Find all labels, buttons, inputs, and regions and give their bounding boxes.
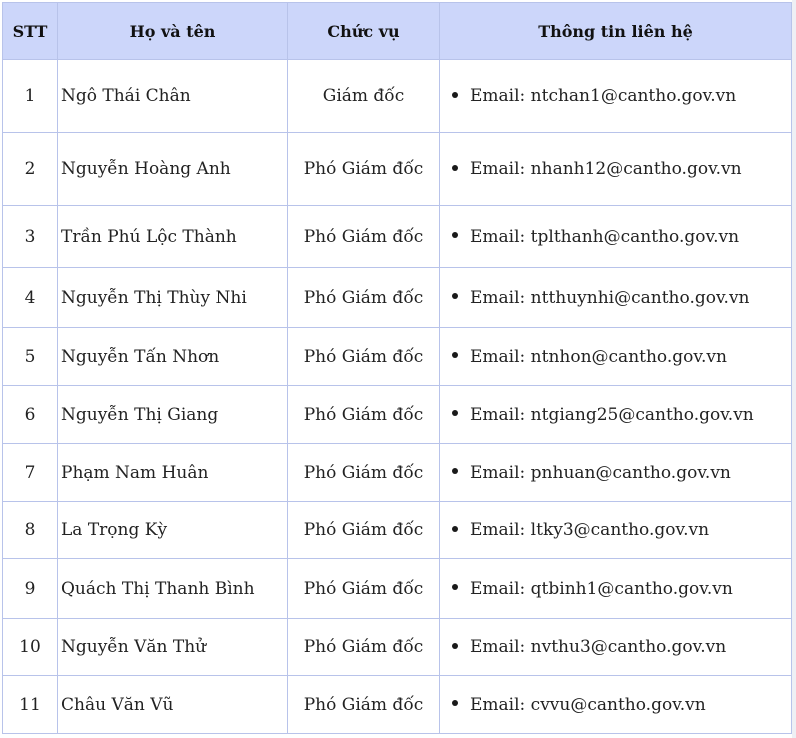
table-body — [3, 60, 792, 734]
contact-email[interactable]: Email: nhanh12@cantho.gov.vn — [470, 159, 742, 179]
cell-stt: 4 — [3, 268, 58, 328]
cell-contact — [440, 444, 792, 502]
table-row — [3, 268, 792, 328]
cell-stt: 7 — [3, 444, 58, 502]
table-header — [3, 3, 792, 60]
cell-name: Nguyễn Thị Thùy Nhi — [58, 268, 288, 328]
cell-stt: 5 — [3, 328, 58, 386]
cell-contact — [440, 268, 792, 328]
cell-contact — [440, 133, 792, 206]
bullet-icon — [452, 165, 458, 171]
cell-contact — [440, 206, 792, 268]
cell-stt: 11 — [3, 676, 58, 734]
bullet-icon — [452, 232, 458, 238]
contact-email[interactable]: Email: ltky3@cantho.gov.vn — [470, 520, 710, 540]
table-row — [3, 619, 792, 676]
bullet-icon — [452, 584, 458, 590]
cell-contact — [440, 559, 792, 619]
bullet-icon — [452, 352, 458, 358]
cell-stt: 3 — [3, 206, 58, 268]
header-stt: STT — [3, 3, 58, 60]
cell-stt: 2 — [3, 133, 58, 206]
leadership-table — [2, 2, 792, 734]
cell-role: Phó Giám đốc — [288, 386, 440, 444]
table-row — [3, 328, 792, 386]
table-row — [3, 386, 792, 444]
contact-email[interactable]: Email: ntnhon@cantho.gov.vn — [470, 346, 727, 367]
table-row — [3, 676, 792, 734]
bullet-icon — [452, 526, 458, 532]
bullet-icon — [452, 92, 458, 98]
cell-role: Phó Giám đốc — [288, 328, 440, 386]
cell-role: Phó Giám đốc — [288, 206, 440, 268]
table-row — [3, 133, 792, 206]
cell-role: Phó Giám đốc — [288, 559, 440, 619]
cell-role: Phó Giám đốc — [288, 619, 440, 676]
contact-email[interactable]: Email: qtbinh1@cantho.gov.vn — [470, 578, 733, 599]
header-contact: Thông tin liên hệ — [440, 3, 792, 60]
bullet-icon — [452, 410, 458, 416]
cell-stt: 9 — [3, 559, 58, 619]
table-row — [3, 444, 792, 502]
bullet-icon — [452, 700, 458, 706]
table-row — [3, 559, 792, 619]
cell-role: Phó Giám đốc — [288, 268, 440, 328]
header-row — [3, 3, 792, 60]
cell-contact — [440, 386, 792, 444]
cell-name: Quách Thị Thanh Bình — [58, 559, 288, 619]
cell-role: Phó Giám đốc — [288, 502, 440, 559]
table-row — [3, 206, 792, 268]
cell-stt: 1 — [3, 60, 58, 133]
header-role: Chức vụ — [288, 3, 440, 60]
cell-contact — [440, 619, 792, 676]
bullet-icon — [452, 293, 458, 299]
contact-email[interactable]: Email: pnhuan@cantho.gov.vn — [470, 462, 731, 483]
contact-email[interactable]: Email: ntchan1@cantho.gov.vn — [470, 86, 737, 106]
cell-stt: 10 — [3, 619, 58, 676]
cell-role: Phó Giám đốc — [288, 676, 440, 734]
bullet-icon — [452, 643, 458, 649]
contact-email[interactable]: Email: cvvu@cantho.gov.vn — [470, 694, 706, 715]
cell-contact — [440, 60, 792, 133]
cell-stt: 6 — [3, 386, 58, 444]
cell-name: Phạm Nam Huân — [58, 444, 288, 502]
cell-contact — [440, 328, 792, 386]
header-name: Họ và tên — [58, 3, 288, 60]
cell-name: Nguyễn Tấn Nhơn — [58, 328, 288, 386]
contact-email[interactable]: Email: ntgiang25@cantho.gov.vn — [470, 404, 754, 425]
cell-name: Ngô Thái Chân — [58, 60, 288, 133]
table-row — [3, 60, 792, 133]
scrollbar-track[interactable] — [792, 0, 796, 738]
cell-role: Phó Giám đốc — [288, 133, 440, 206]
table-row — [3, 502, 792, 559]
contact-email[interactable]: Email: nvthu3@cantho.gov.vn — [470, 637, 727, 657]
cell-role: Giám đốc — [288, 60, 440, 133]
cell-stt: 8 — [3, 502, 58, 559]
cell-role: Phó Giám đốc — [288, 444, 440, 502]
cell-contact — [440, 676, 792, 734]
cell-contact — [440, 502, 792, 559]
cell-name: Nguyễn Văn Thử — [58, 619, 288, 676]
bullet-icon — [452, 468, 458, 474]
cell-name: Châu Văn Vũ — [58, 676, 288, 734]
contact-email[interactable]: Email: ntthuynhi@cantho.gov.vn — [470, 287, 750, 308]
contact-email[interactable]: Email: tplthanh@cantho.gov.vn — [470, 226, 740, 247]
cell-name: Trần Phú Lộc Thành — [58, 206, 288, 268]
cell-name: La Trọng Kỳ — [58, 502, 288, 559]
cell-name: Nguyễn Hoàng Anh — [58, 133, 288, 206]
cell-name: Nguyễn Thị Giang — [58, 386, 288, 444]
